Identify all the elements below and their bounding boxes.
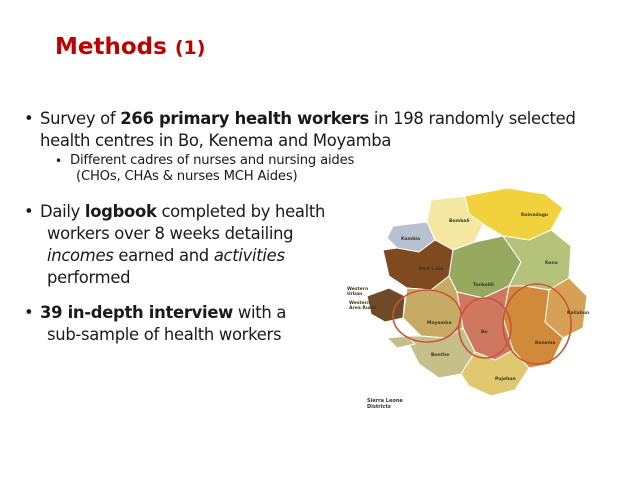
bullet-logbook-line2: workers over 8 weeks detailing bbox=[47, 224, 294, 243]
bullet-survey-line2: health centres in Bo, Kenema and Moyamba bbox=[40, 131, 392, 150]
label-western-rural-2: Area Rural bbox=[349, 306, 376, 311]
bullet-logbook-italic2: activities bbox=[213, 246, 285, 265]
label-kono: Kono bbox=[545, 261, 558, 266]
sub-bullet-line2: (CHOs, CHAs & nurses MCH Aides) bbox=[76, 169, 298, 184]
bullet-logbook-italic1: incomes bbox=[47, 246, 114, 265]
bullet-interviews-line2: sub-sample of health workers bbox=[47, 325, 282, 344]
bullet-dot: • bbox=[24, 109, 34, 128]
map-caption-line2: Districts bbox=[367, 404, 391, 410]
label-kambia: Kambia bbox=[401, 237, 421, 242]
slide-title bbox=[55, 34, 205, 60]
bullet-survey-text-2: in 198 randomly selected bbox=[368, 109, 576, 128]
bullet-dot: • bbox=[24, 202, 34, 221]
label-bombali: Bombali bbox=[449, 219, 470, 224]
label-western-urban: Western bbox=[347, 287, 369, 292]
label-kailahun: Kailahun bbox=[567, 311, 590, 316]
bullet-survey-bold: 266 primary health workers bbox=[120, 109, 369, 128]
bullet-interviews-text: with a bbox=[232, 303, 287, 322]
bullet-logbook-text-2: completed by health bbox=[156, 202, 326, 221]
sierra-leone-map bbox=[345, 178, 595, 418]
bullet-logbook-text: Daily bbox=[40, 202, 85, 221]
label-bo: Bo bbox=[481, 330, 488, 335]
district-western bbox=[367, 288, 405, 322]
bullet-dot: • bbox=[24, 303, 34, 322]
bullet-survey bbox=[24, 108, 600, 152]
label-koinadugu: Koinadugu bbox=[521, 213, 549, 218]
label-western-urban-2: Urban bbox=[347, 292, 363, 297]
label-tonkolili: Tonkolili bbox=[473, 283, 494, 288]
label-western-rural: Western bbox=[349, 301, 371, 306]
map-caption-line1: Sierra Leone bbox=[367, 398, 403, 404]
sub-bullet-dot: • bbox=[55, 154, 62, 168]
bullet-logbook-mid: earned and bbox=[113, 246, 214, 265]
bullet-logbook-line4: performed bbox=[47, 268, 131, 287]
title-number: (1) bbox=[174, 37, 206, 59]
bullet-interviews-bold: 39 in-depth interview bbox=[40, 303, 233, 322]
sub-bullet-line1: Different cadres of nurses and nursing aides bbox=[70, 153, 355, 168]
bullet-logbook bbox=[24, 201, 350, 289]
bullet-logbook-bold: logbook bbox=[84, 202, 157, 221]
bullet-interviews bbox=[24, 302, 350, 346]
label-bonthe: Bonthe bbox=[431, 353, 450, 358]
bullet-survey-text: Survey of bbox=[40, 109, 121, 128]
title-text: Methods bbox=[55, 34, 167, 60]
label-kenema: Kenema bbox=[535, 341, 556, 346]
label-moyamba: Moyamba bbox=[427, 321, 452, 326]
label-port-loko: Port Loko bbox=[419, 267, 444, 272]
label-pujehun: Pujehun bbox=[495, 377, 516, 382]
